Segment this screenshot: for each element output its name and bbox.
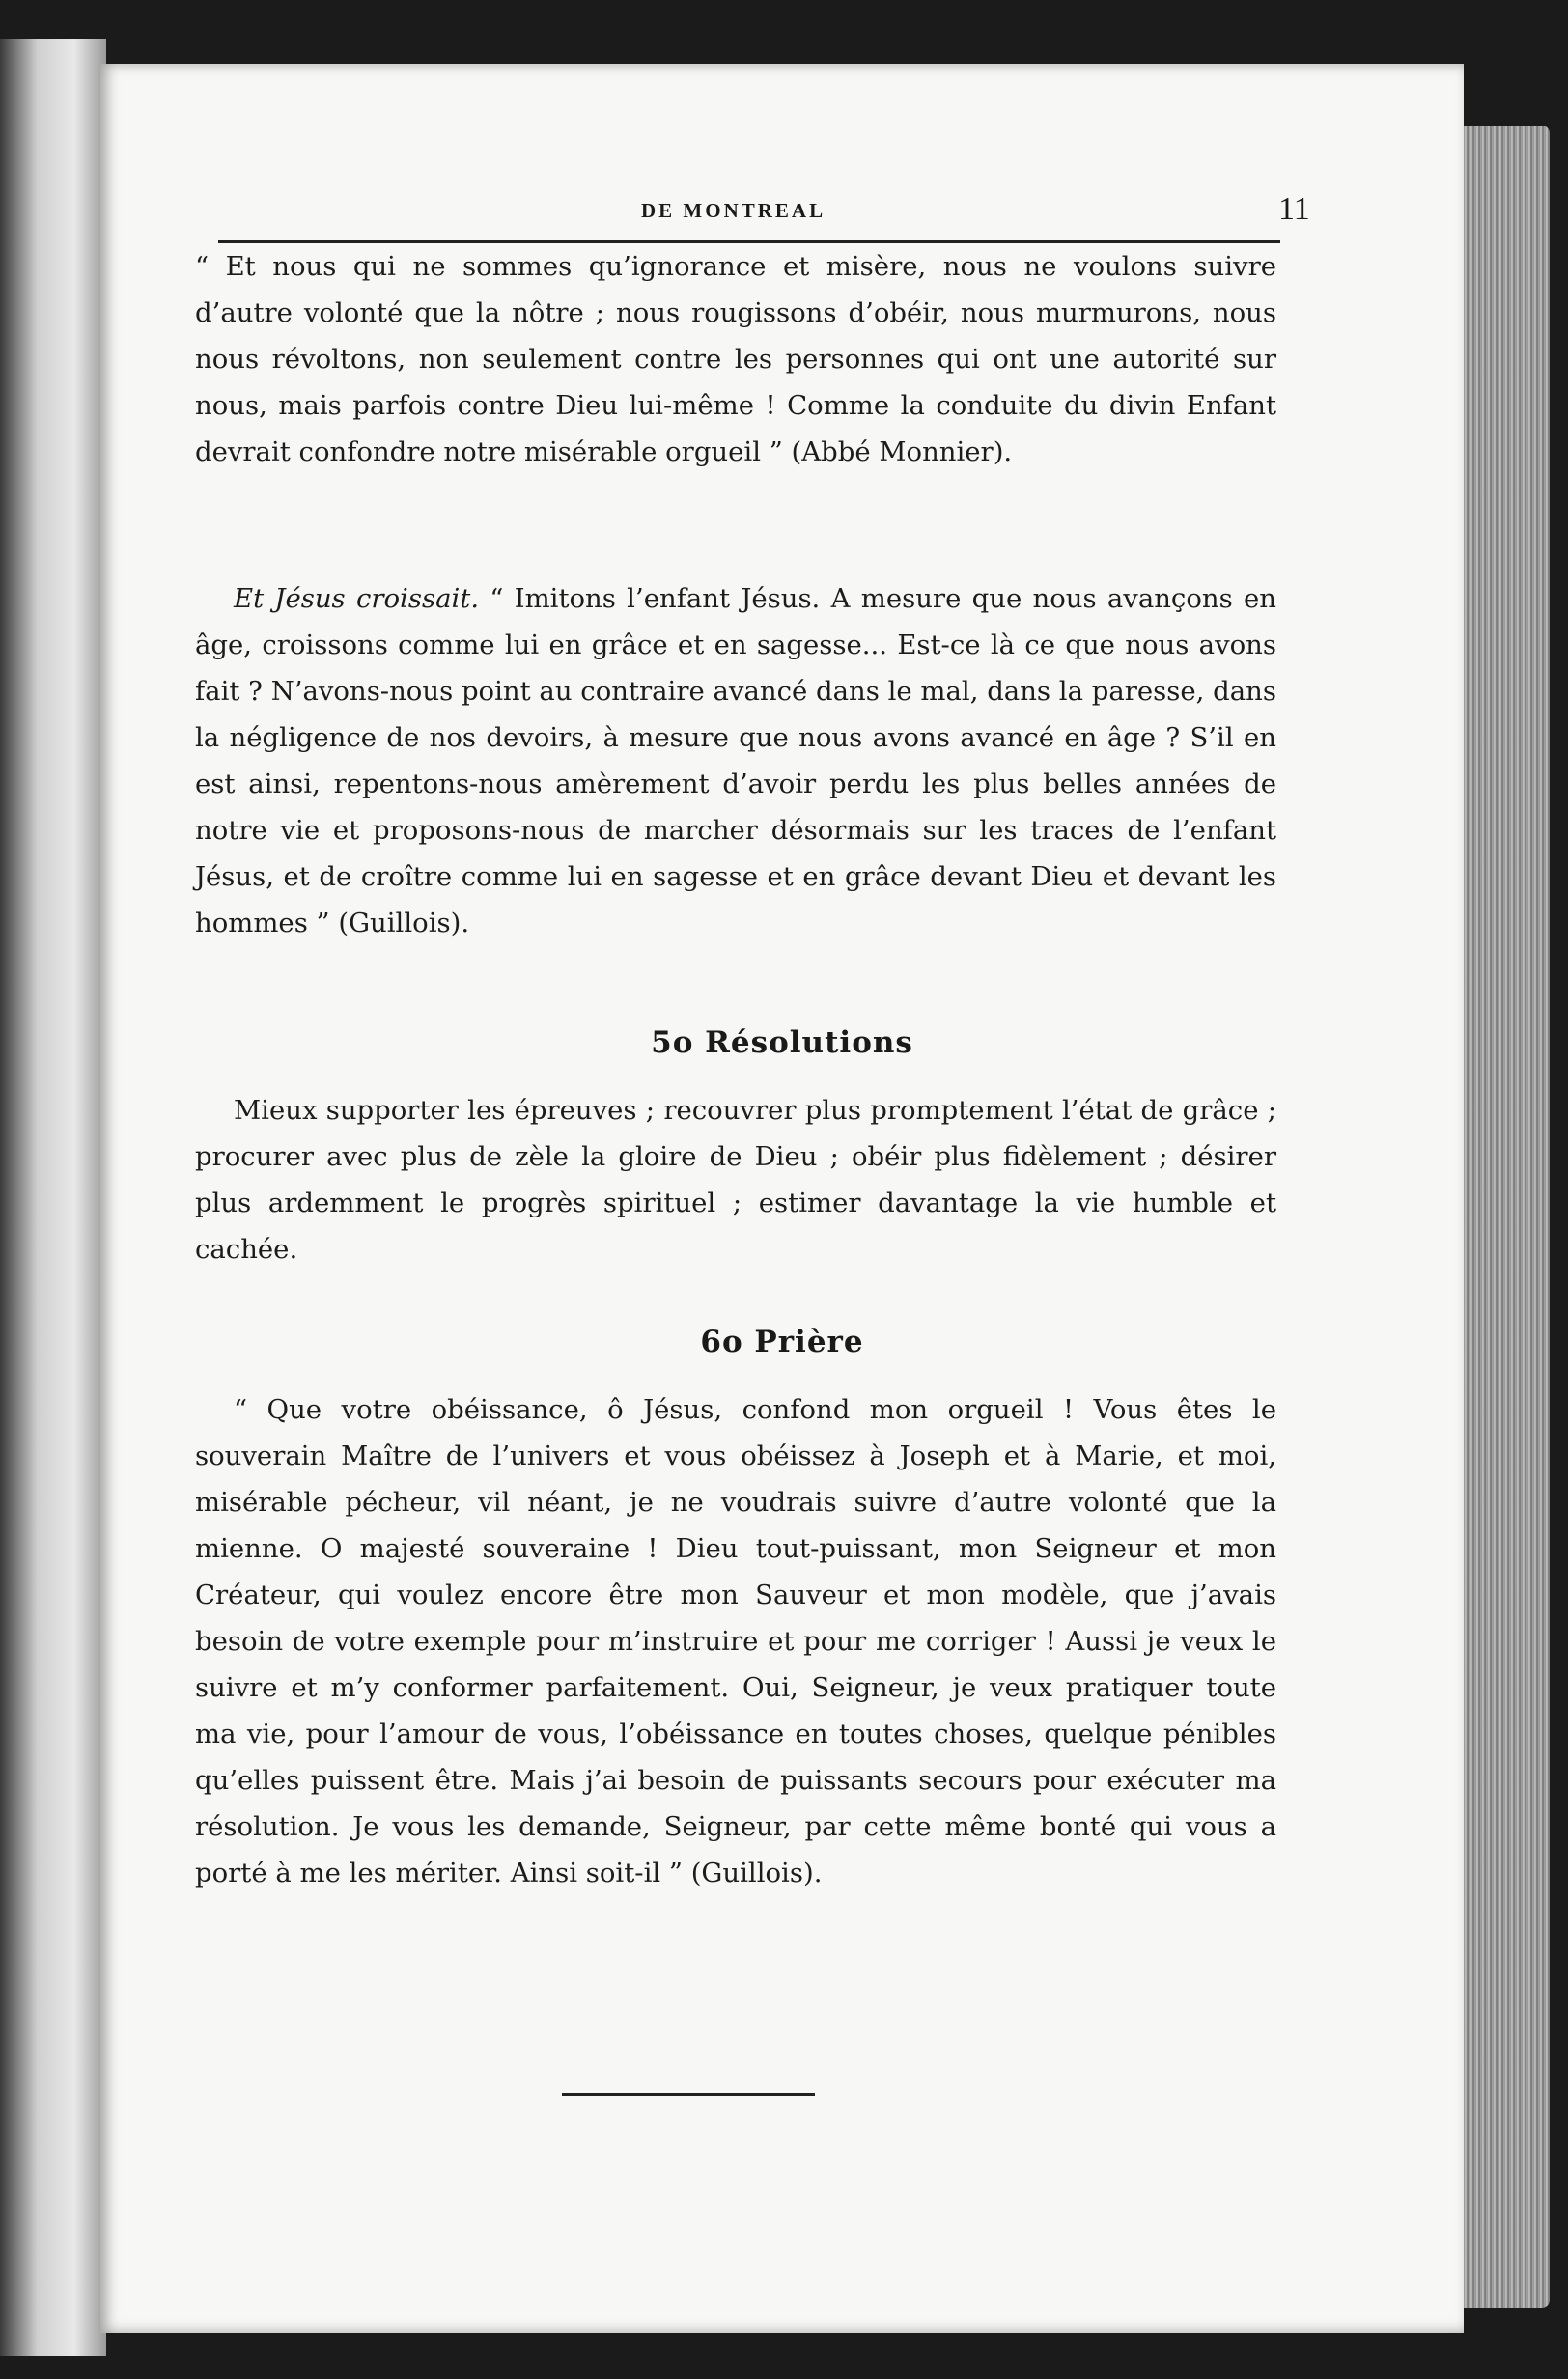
paragraph-priere: “ Que votre obéissance, ô Jésus, confond mon orgueil ! Vous êtes le souverain Maître de l’univers et vous obéissez à Joseph et à Marie, et moi, misérable pécheur, vil néant, je ne voudrais suivre d’autre volonté que la mienne. O majesté souveraine ! Dieu tout-puissant, mon Seigneur et mon Créateur, qui voulez encore être mon Sauveur et mon modèle, que j’avais besoin de votre exemple pour m’instruire et pour me corriger ! Aussi je veux le suivre et m’y conformer parfaitement. Oui, Seigneur, je veux pratiquer toute ma vie, pour l’amour de vous, l’obéissance en toutes choses, quelque pénibles qu’elles puissent être. Mais j’ai besoin de puissants secours pour exécuter ma résolution. Je vous les demande, Seigneur, par cette même bonté qui vous a porté à me les mériter. Ainsi soit-il ” (Guillois). bbox=[195, 1394, 1276, 1889]
paragraph-body: “ Imitons l’enfant Jésus. A mesure que nous avançons en âge, croissons comme lui en grâce et en sagesse... Est-ce là ce que nous avons fait ? N’avons-nous point au contraire avancé dans le mal, dans la paresse, dans la négligence de nos devoirs, à mesure que nous avons avancé en âge ? S’il en est ainsi, repentons-nous amèrement d’avoir perdu les plus belles années de notre vie et proposons-nous de marcher désormais sur les traces de l’enfant Jésus, et de croître comme lui en sagesse et en grâce devant Dieu et devant les hommes ” (Guillois). bbox=[195, 583, 1276, 938]
section-heading-priere: 6o Prière bbox=[700, 1325, 864, 1359]
paragraph-monnier-quote: “ Et nous qui ne sommes qu’ignorance et misère, nous ne voulons suivre d’autre volonté que la nôtre ; nous rougissons d’obéir, nous murmurons, nous nous révoltons, non seulement contre les personnes qui ont une autorité sur nous, mais parfois contre Dieu lui-même ! Comme la conduite du divin Enfant devrait confondre notre misérable orgueil ” (Abbé Monnier). bbox=[195, 251, 1276, 467]
paragraph-resolutions: Mieux supporter les épreuves ; recouvrer plus promptement l’état de grâce ; procurer avec plus de zèle la gloire de Dieu ; obéir plus fidèlement ; désirer plus ardemment le progrès spirituel ; estimer davantage la vie humble et cachée. bbox=[195, 1095, 1276, 1265]
paragraph-jesus-croissait bbox=[195, 575, 1276, 946]
section-heading-resolutions: 5o Résolutions bbox=[651, 1025, 913, 1060]
facing-page-edge bbox=[0, 39, 106, 2356]
book-page bbox=[100, 64, 1464, 2333]
paragraph-lead-italic: Et Jésus croissait. bbox=[234, 583, 480, 614]
end-rule bbox=[562, 2093, 815, 2096]
page-number: 11 bbox=[1278, 191, 1310, 227]
running-header: DE MONTREAL bbox=[641, 199, 826, 222]
book-page-edges bbox=[1458, 126, 1550, 2308]
